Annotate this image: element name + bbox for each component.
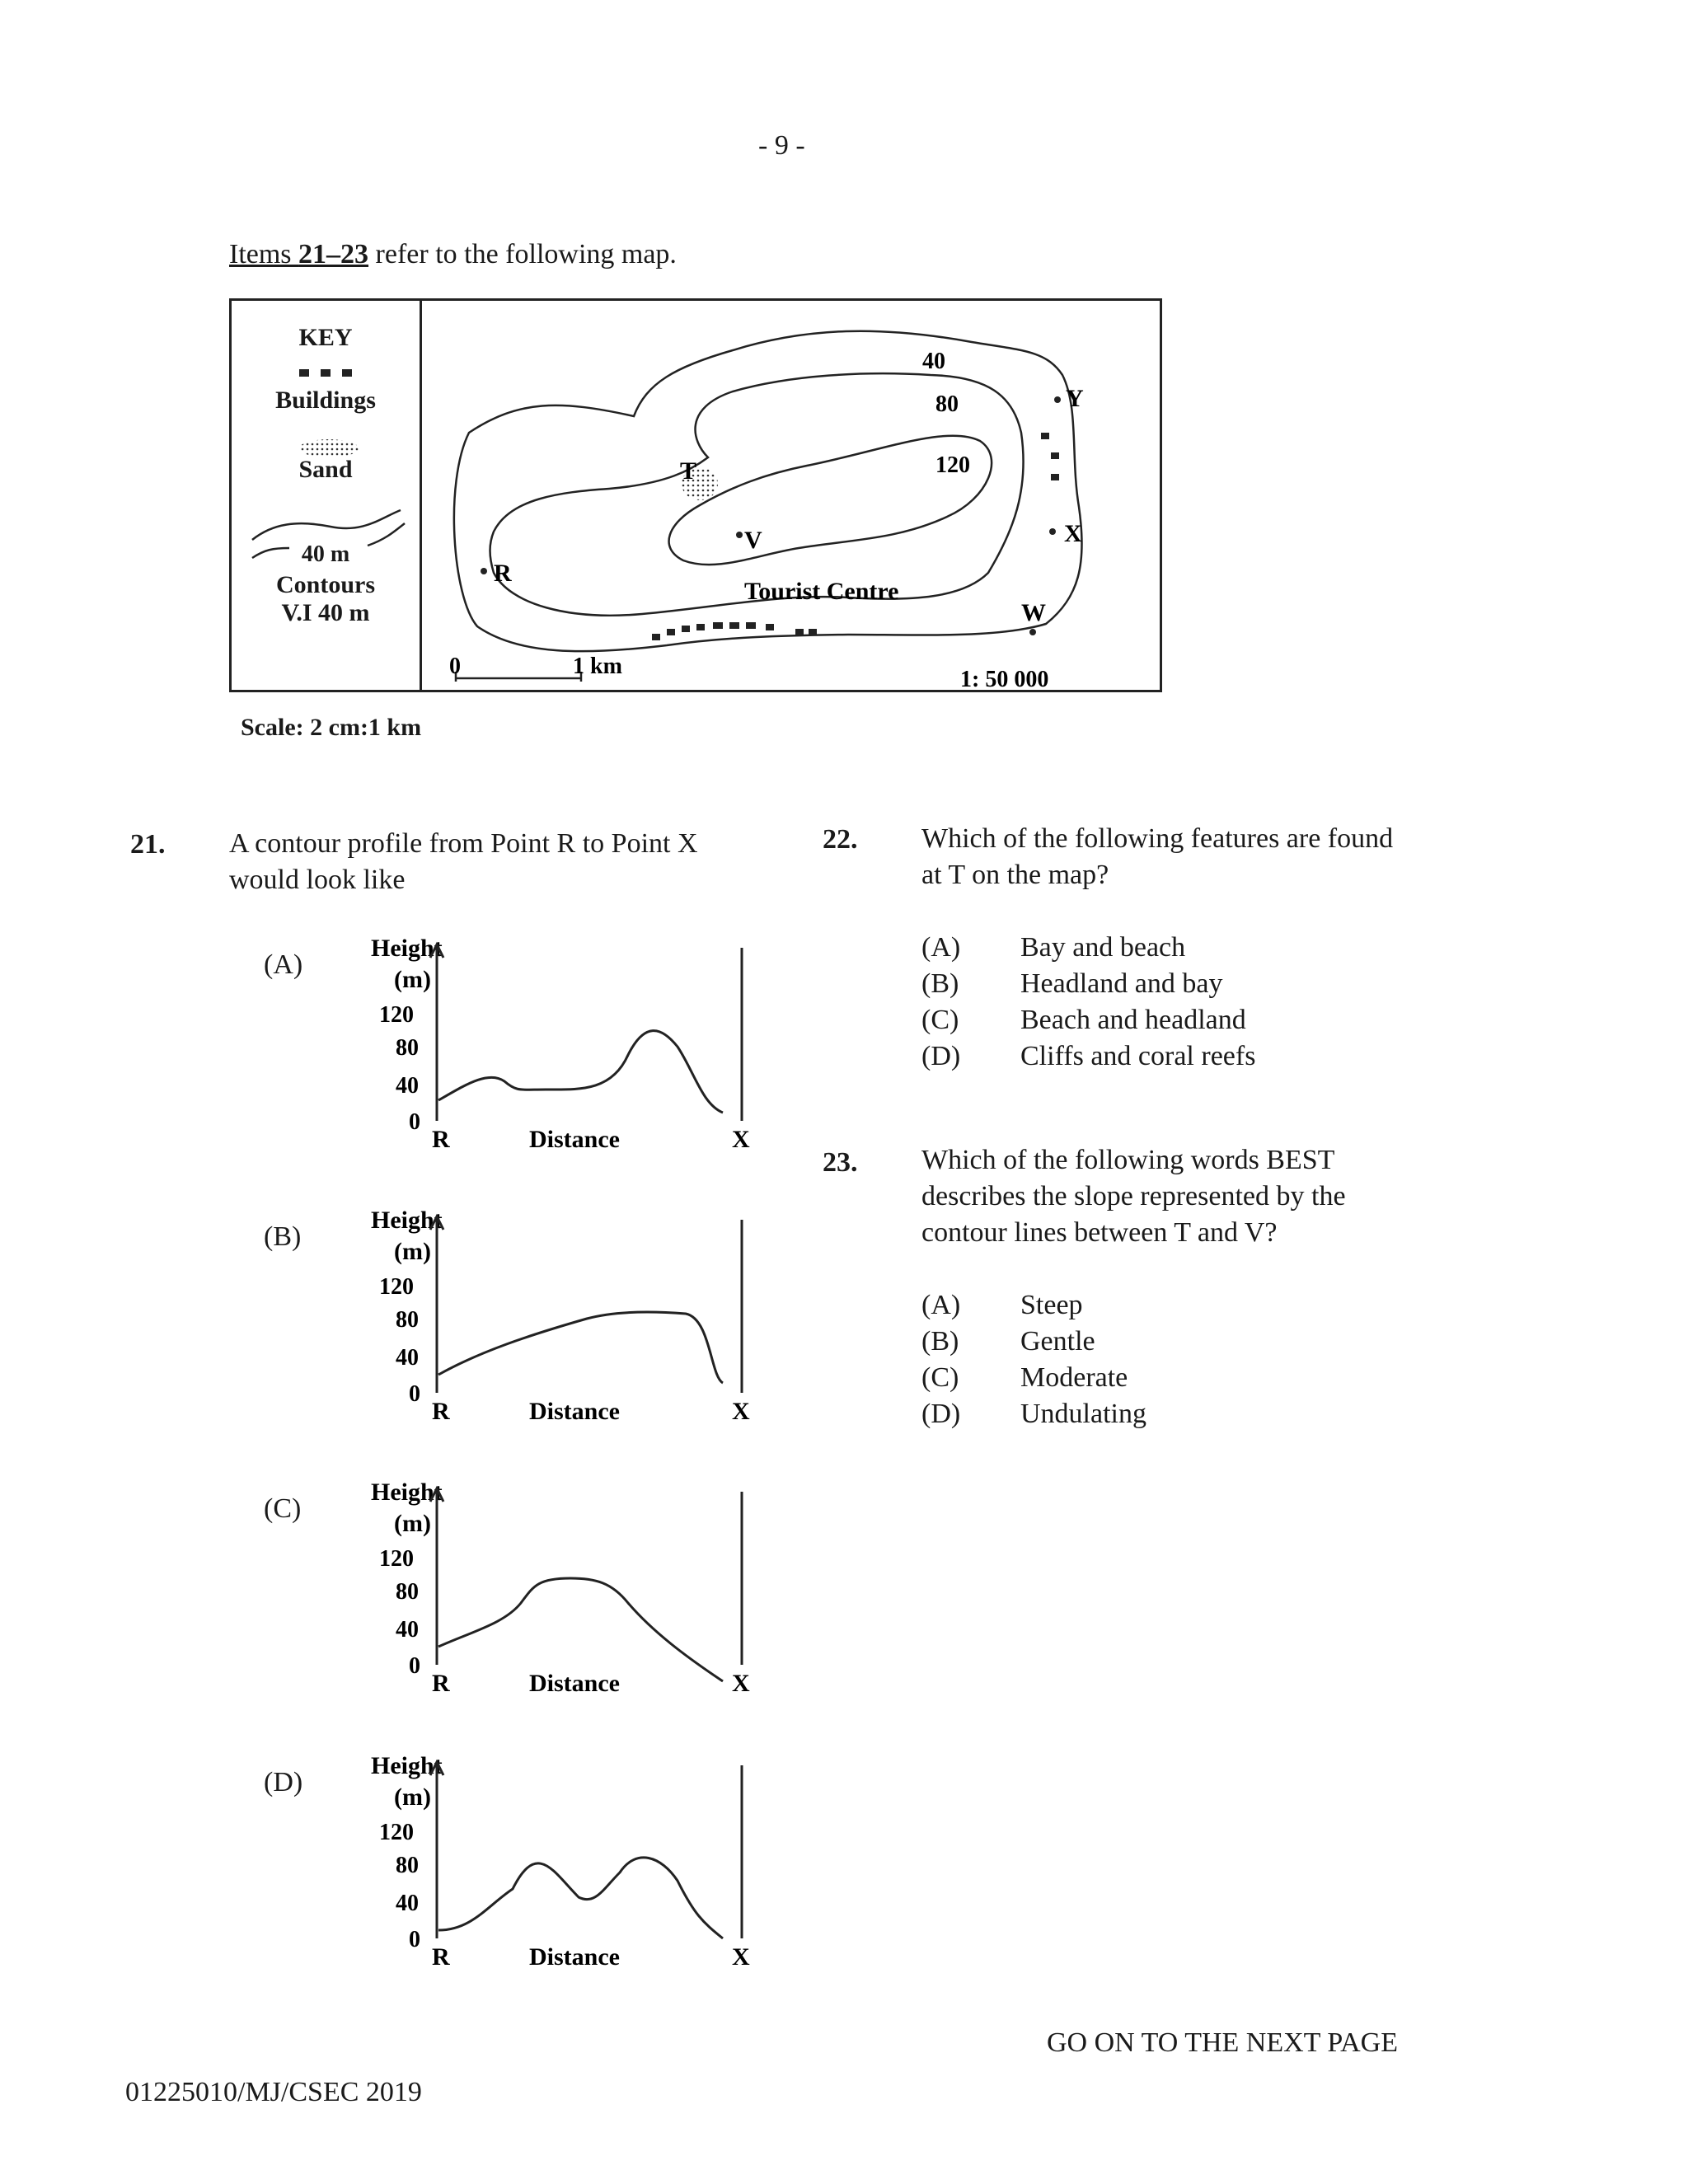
q23-number: 23.	[823, 1147, 858, 1178]
contour-label-80: 80	[935, 391, 959, 417]
x-end-label: X	[732, 1126, 750, 1153]
q23-option-a[interactable]: (A) Steep	[921, 1290, 1083, 1320]
x-start-label: R	[432, 1943, 450, 1971]
key-contour-value: 40 m	[301, 541, 350, 567]
map-key	[232, 301, 422, 690]
contour-label-40: 40	[922, 349, 945, 374]
tourist-centre-label: Tourist Centre	[744, 578, 899, 605]
q23-option-b[interactable]: (B) Gentle	[921, 1326, 1095, 1357]
ytick-80: 80	[396, 1579, 419, 1605]
ytick-0: 0	[409, 1109, 420, 1135]
ylabel-height: Height	[371, 1752, 443, 1779]
ylabel-height: Height	[371, 1479, 443, 1506]
q22-option-d[interactable]: (D) Cliffs and coral reefs	[921, 1041, 1256, 1071]
q21-text-line2: would look like	[229, 865, 406, 895]
key-buildings: Buildings	[275, 387, 376, 414]
q22-options	[921, 930, 1255, 1075]
x-axis-label: Distance	[529, 1126, 620, 1153]
buildings-symbol-icon	[296, 367, 362, 380]
ylabel-unit: (m)	[394, 1238, 431, 1265]
key-title: KEY	[298, 324, 353, 351]
x-start-label: R	[432, 1670, 450, 1697]
point-v-label: V	[744, 527, 762, 554]
q21-option-a[interactable]	[264, 931, 791, 1179]
intro-suffix: refer to the following map.	[368, 239, 677, 269]
profile-graph	[338, 1749, 799, 1996]
key-vi: V.I 40 m	[281, 599, 370, 626]
q22-option-b[interactable]: (B) Headland and bay	[921, 968, 1223, 999]
q22-text-line1: Which of the following features are found	[921, 823, 1394, 854]
point-x-label: X	[1064, 520, 1082, 547]
buildings-east-coast	[1041, 433, 1059, 480]
point-v-marker	[736, 532, 743, 538]
ytick-80: 80	[396, 1307, 419, 1333]
q21-text	[229, 826, 698, 898]
ytick-120: 120	[379, 1820, 414, 1845]
profile-curve	[438, 1578, 723, 1681]
q21-number: 21.	[130, 829, 166, 860]
q21-option-d[interactable]	[264, 1749, 791, 1996]
profile-curve	[438, 1312, 723, 1383]
x-axis-label: Distance	[529, 1943, 620, 1971]
point-w-marker	[1029, 629, 1036, 635]
profile-curve	[438, 1858, 723, 1938]
q23-text-line2: describes the slope represented by the	[921, 1181, 1346, 1212]
profile-curve	[438, 1031, 723, 1113]
point-r-marker	[481, 568, 487, 574]
ytick-0: 0	[409, 1381, 420, 1407]
go-on-next-page: GO ON TO THE NEXT PAGE	[1047, 2027, 1398, 2058]
q23-option-d[interactable]: (D) Undulating	[921, 1399, 1146, 1429]
contour-map	[229, 298, 1162, 692]
ytick-0: 0	[409, 1653, 420, 1679]
ylabel-height: Height	[371, 1207, 443, 1234]
scale-ratio: 1: 50 000	[960, 667, 1049, 690]
ytick-80: 80	[396, 1035, 419, 1061]
point-r-label: R	[494, 560, 512, 587]
q23-option-c[interactable]: (C) Moderate	[921, 1362, 1128, 1393]
intro-prefix: Items	[229, 239, 299, 269]
items-intro	[229, 239, 677, 270]
ylabel-unit: (m)	[394, 1510, 431, 1537]
q21-option-letter: (A)	[264, 949, 303, 980]
ylabel-height: Height	[371, 935, 443, 962]
q22-option-c[interactable]: (C) Beach and headland	[921, 1005, 1246, 1035]
ytick-0: 0	[409, 1927, 420, 1952]
point-x-marker	[1049, 528, 1056, 535]
q22-option-a[interactable]: (A) Bay and beach	[921, 932, 1186, 963]
x-axis-label: Distance	[529, 1670, 620, 1697]
paper-code: 01225010/MJ/CSEC 2019	[125, 2077, 422, 2107]
page-number: - 9 -	[758, 130, 805, 161]
q21-option-c[interactable]	[264, 1475, 791, 1722]
q21-option-letter: (D)	[264, 1767, 303, 1797]
q21-option-letter: (B)	[264, 1221, 302, 1252]
ylabel-unit: (m)	[394, 1783, 431, 1811]
point-y-marker	[1054, 396, 1061, 403]
profile-graph	[338, 931, 799, 1179]
q22-text-line2: at T on the map?	[921, 860, 1109, 890]
ytick-40: 40	[396, 1617, 419, 1643]
contour-label-120: 120	[935, 452, 970, 478]
x-start-label: R	[432, 1398, 450, 1425]
q22-text	[921, 821, 1393, 893]
scale-km: 1 km	[573, 654, 622, 679]
q21-option-b[interactable]	[264, 1203, 791, 1451]
x-axis-label: Distance	[529, 1398, 620, 1425]
ytick-40: 40	[396, 1345, 419, 1371]
q22-number: 22.	[823, 824, 858, 855]
ytick-120: 120	[379, 1274, 414, 1300]
map-drawing	[420, 301, 1160, 690]
x-start-label: R	[432, 1126, 450, 1153]
ytick-80: 80	[396, 1853, 419, 1878]
point-t-label: T	[680, 457, 697, 485]
x-end-label: X	[732, 1670, 750, 1697]
ytick-40: 40	[396, 1073, 419, 1099]
scale-zero: 0	[449, 654, 461, 679]
ytick-120: 120	[379, 1002, 414, 1028]
point-w-label: W	[1021, 599, 1046, 626]
q21-option-letter: (C)	[264, 1493, 302, 1524]
q23-text-line1: Which of the following words BEST	[921, 1145, 1335, 1175]
q21-text-line1: A contour profile from Point R to Point X	[229, 828, 698, 859]
x-end-label: X	[732, 1943, 750, 1971]
q23-text	[921, 1142, 1449, 1251]
scale-caption: Scale: 2 cm:1 km	[241, 714, 422, 741]
q23-text-line3: contour lines between T and V?	[921, 1217, 1278, 1248]
point-y-label: Y	[1066, 385, 1084, 412]
x-end-label: X	[732, 1398, 750, 1425]
profile-graph	[338, 1475, 799, 1722]
ylabel-unit: (m)	[394, 966, 431, 993]
ytick-120: 120	[379, 1546, 414, 1572]
key-sand: Sand	[298, 456, 353, 483]
q23-options	[921, 1287, 1146, 1432]
intro-range: 21–23	[298, 239, 369, 269]
profile-graph	[338, 1203, 799, 1451]
key-contours: Contours	[275, 571, 375, 598]
ytick-40: 40	[396, 1891, 419, 1916]
